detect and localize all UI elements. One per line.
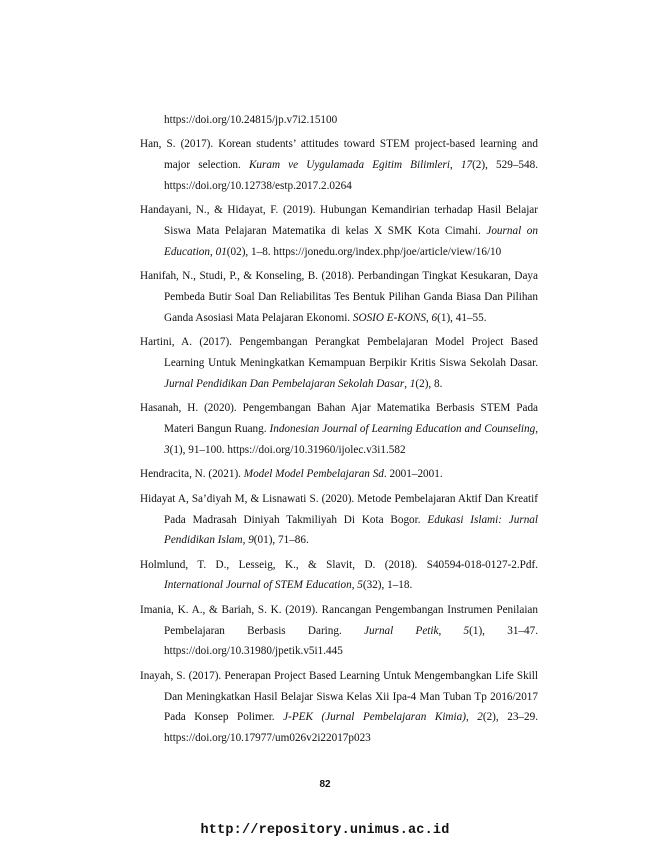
reference-text: ,	[438, 624, 464, 637]
reference-text: (32), 1–18.	[362, 579, 413, 592]
reference-hanifah-2018	[140, 266, 538, 328]
reference-text: Holmlund, T. D., Lesseig, K., & Slavit, D. (2018). S40594-018-0127-2.Pdf.	[140, 558, 538, 571]
reference-italic-text: 3	[164, 443, 170, 456]
reference-italic-text: 01	[215, 245, 227, 258]
reference-text: Han, S. (2017). Korean students’ attitudes toward STEM project-based learning and major selection.	[140, 138, 538, 172]
reference-hasanah-2020	[140, 398, 538, 460]
reference-text: ,	[351, 579, 358, 592]
reference-italic-text: International Journal of STEM Education	[164, 579, 352, 592]
reference-italic-text: Kuram ve Uygulamada Egitim Bilimleri	[248, 159, 450, 172]
reference-hidayat-2020	[140, 489, 538, 551]
reference-text: (2), 23–29. https://doi.org/10.17977/um026v2i22017p023	[164, 711, 538, 745]
reference-hartini-2017	[140, 332, 538, 394]
reference-text: (2), 8.	[415, 377, 443, 390]
reference-italic-text: 6	[431, 311, 438, 324]
reference-italic-text: 1	[409, 377, 416, 390]
reference-han-2017	[140, 134, 538, 196]
reference-text: Handayani, N., & Hidayat, F. (2019). Hubungan Kemandirian terhadap Hasil Belajar Siswa Mata Pelajaran Matematika di kelas X SMK Kota Cimahi.	[140, 204, 538, 238]
reference-text: Hidayat A, Sa’diyah M, & Lisnawati S. (2020). Metode Pembelajaran Aktif Dan Kreatif Pada Madrasah Diniyah Takmiliyah Di Kota Bogor.	[140, 492, 538, 526]
page-number: 82	[319, 779, 331, 790]
reference-text: ,	[210, 245, 216, 258]
reference-text: (1), 31–47. https://doi.org/10.31980/jpetik.v5i1.445	[164, 624, 539, 658]
reference-imania-2019	[140, 600, 538, 662]
reference-text: ,	[425, 311, 432, 324]
reference-text: ,	[449, 159, 461, 172]
reference-italic-text: SOSIO E-KONS	[352, 311, 426, 324]
reference-italic-text: 5	[357, 579, 363, 592]
reference-continuation	[140, 110, 538, 131]
reference-text: Hanifah, N., Studi, P., & Konseling, B. (2018). Perbandingan Tingkat Kesukaran, Daya Pembeda Butir Soal Dan Reliabilitas Tes Bentuk Pilihan Ganda Biasa Dan Pilihan Ganda Asosiasi Mata Pelajaran Ekonomi.	[140, 270, 538, 324]
reference-text: Inayah, S. (2017). Penerapan Project Based Learning Untuk Mengembangkan Life Skill Dan Meningkatkan Hasil Belajar Siswa Kelas Xii Ipa-4 Man Tuban Tp 2016/2017 Pada Konsep Polimer.	[140, 669, 538, 724]
reference-text: ,	[404, 377, 410, 390]
reference-text: ,	[465, 711, 478, 724]
reference-text: Imania, K. A., & Bariah, S. K. (2019). Rancangan Pengembangan Instrumen Penilaian Pembelajaran Berbasis Daring.	[140, 603, 538, 637]
reference-text: (1), 41–55.	[437, 311, 487, 324]
reference-text: (02), 1–8. https://jonedu.org/index.php/joe/article/view/16/10	[226, 245, 502, 258]
reference-text: (1), 91–100. https://doi.org/10.31960/ijolec.v3i1.582	[169, 443, 406, 456]
reference-holmlund-2018	[140, 555, 538, 597]
reference-inayah-2017	[140, 666, 538, 749]
reference-italic-text: Model Model Pembelajaran Sd	[243, 468, 384, 481]
reference-text: Hartini, A. (2017). Pengembangan Perangkat Pembelajaran Model Project Based Learning Untuk Meningkatkan Kemampuan Berpikir Kritis Siswa Sekolah Dasar.	[140, 336, 538, 370]
reference-text: . 2001–2001.	[383, 468, 443, 481]
reference-italic-text: 2	[477, 711, 483, 724]
reference-italic-text: Indonesian Journal of Learning Education and Counseling	[269, 423, 536, 436]
reference-text: (01), 71–86.	[253, 534, 309, 547]
reference-italic-text: 9	[248, 534, 254, 547]
reference-italic-text: Journal on Education	[164, 225, 538, 258]
reference-italic-text: J-PEK (Jurnal Pembelajaran Kimia)	[283, 711, 466, 724]
reference-italic-text: Jurnal Petik	[364, 624, 439, 637]
reference-italic-text: 5	[463, 624, 470, 637]
reference-italic-text: 17	[460, 159, 473, 172]
reference-text: https://doi.org/10.24815/jp.v7i2.15100	[164, 114, 338, 126]
reference-hendracita-2021	[140, 464, 538, 485]
reference-text: Hendracita, N. (2021).	[140, 468, 244, 481]
reference-text: ,	[242, 534, 249, 547]
reference-italic-text: Jurnal Pendidikan Dan Pembelajaran Sekolah Dasar	[164, 377, 405, 390]
reference-text: (2), 529–548. https://doi.org/10.12738/estp.2017.2.0264	[164, 159, 539, 192]
reference-text: Hasanah, H. (2020). Pengembangan Bahan Ajar Matematika Berbasis STEM Pada Materi Bangun Ruang.	[140, 402, 538, 436]
reference-list	[140, 110, 538, 753]
footer-url: http://repository.unimus.ac.id	[200, 823, 450, 838]
reference-handayani-2019	[140, 200, 538, 262]
reference-italic-text: Edukasi Islami: Jurnal Pendidikan Islam	[164, 513, 538, 547]
reference-text: ,	[535, 423, 538, 436]
